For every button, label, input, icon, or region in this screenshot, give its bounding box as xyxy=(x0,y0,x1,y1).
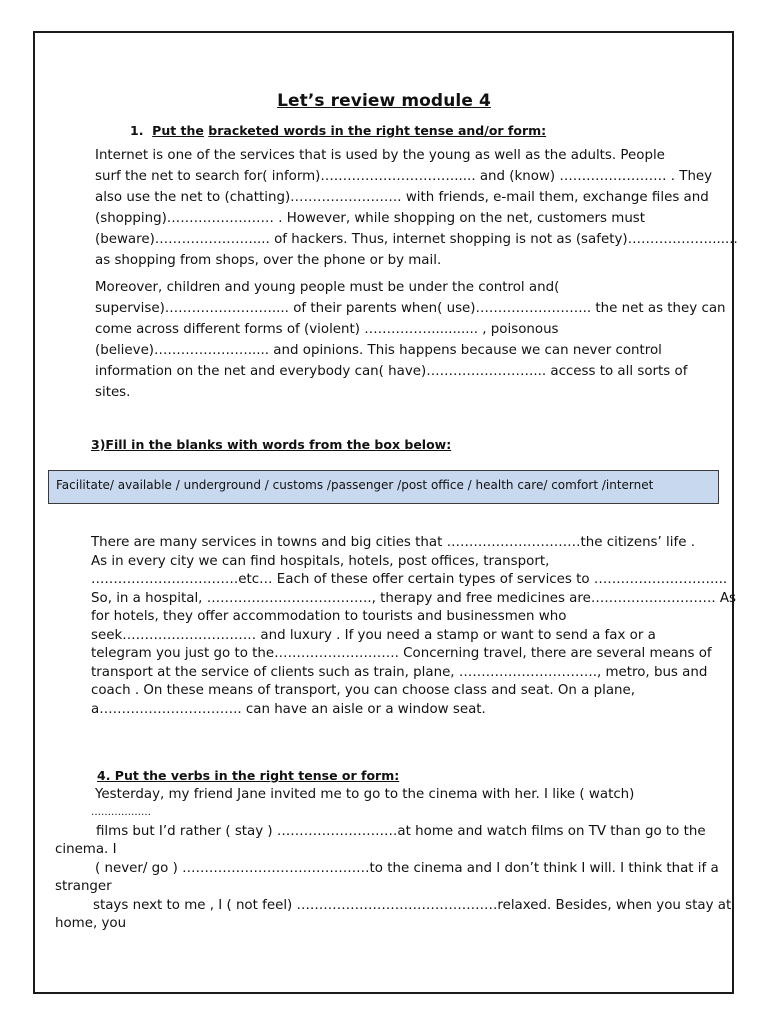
text-line: (believe)…………………..... and opinions. This happens because we can never control xyxy=(95,343,662,358)
text-line: sites. xyxy=(95,385,131,400)
text-line: coach . On these means of transport, you can choose class and seat. On a plane, xyxy=(91,683,636,698)
text-line: telegram you just go to the………………………. Concerning travel, there are several means of xyxy=(91,646,712,661)
text-line: There are many services in towns and big cities that …………………………the citizens’ life . xyxy=(91,535,695,550)
section-4-line-8: home, you xyxy=(55,916,127,931)
section-1-paragraph-2 xyxy=(95,277,726,403)
section-1-heading-part2: bracketed words in the right tense and/or form: xyxy=(208,123,547,138)
text-line: ……………………………etc… Each of these offer certain types of services to ………………………... xyxy=(91,572,728,587)
text-line: come across different forms of (violent) ……………........... , poisonous xyxy=(95,322,559,337)
section-4-line-6: stranger xyxy=(55,879,112,894)
text-line: supervise)…………………….... of their parents when( use)…………………….. the net as they can xyxy=(95,301,726,316)
text-line: as shopping from shops, over the phone or by mail. xyxy=(95,253,442,268)
text-line: also use the net to (chatting)……………………. with friends, e-mail them, exchange files and xyxy=(95,190,709,205)
text-line: Internet is one of the services that is used by the young as well as the adults. People xyxy=(95,148,665,163)
section-4-line-2: ……………… xyxy=(91,807,151,818)
section-4-heading: 4. Put the verbs in the right tense or form: xyxy=(97,768,400,783)
section-1-heading-part1: Put the xyxy=(152,123,204,138)
section-1-number: 1. xyxy=(130,123,144,138)
text-line: information on the net and everybody can( have)……………………... access to all sorts of xyxy=(95,364,688,379)
section-4-line-4: cinema. I xyxy=(55,842,117,857)
section-1-heading xyxy=(130,123,546,138)
text-line: surf the net to search for( inform)…………………………..... and (know) …………………… . They xyxy=(95,169,713,184)
text-line: transport at the service of clients such as train, plane, …………………………., metro, bus and xyxy=(91,664,708,680)
text-line: for hotels, they offer accommodation to tourists and businessmen who xyxy=(91,609,567,624)
text-line: (beware)…………………..... of hackers. Thus, internet shopping is not as (safety)………………....... xyxy=(95,232,738,247)
text-line: Moreover, children and young people must be under the control and( xyxy=(95,280,560,295)
section-4-line-5: ( never/ go ) ……………………………………to the cinema and I don’t think I will. I think that if a xyxy=(95,861,719,876)
page-title: Let’s review module 4 xyxy=(277,91,491,111)
text-line: a………………………….. can have an aisle or a window seat. xyxy=(91,701,486,717)
text-line: So, in a hospital, ………………………………., therapy and free medicines are………………………. As xyxy=(91,590,736,606)
word-box-text: Facilitate/ available / underground / customs /passenger /post office / health care/ comfort /internet xyxy=(56,478,654,492)
section-3-paragraph xyxy=(91,534,736,719)
section-1-paragraph-1 xyxy=(95,145,738,271)
text-line: As in every city we can find hospitals, hotels, post offices, transport, xyxy=(91,553,550,569)
section-4-line-7: stays next to me , I ( not feel) ………………………………………relaxed. Besides, when you stay at xyxy=(93,898,732,913)
text-line: seek………………………… and luxury . If you need a stamp or want to send a fax or a xyxy=(91,627,656,643)
section-4-line-3: films but I’d rather ( stay ) ………………………at home and watch films on TV than go to the xyxy=(96,824,706,839)
section-4-line-1: Yesterday, my friend Jane invited me to go to the cinema with her. I like ( watch) xyxy=(95,787,635,802)
section-3-heading: 3)Fill in the blanks with words from the box below: xyxy=(91,437,452,452)
text-line: (shopping)…………………… . However, while shopping on the net, customers must xyxy=(95,211,646,226)
